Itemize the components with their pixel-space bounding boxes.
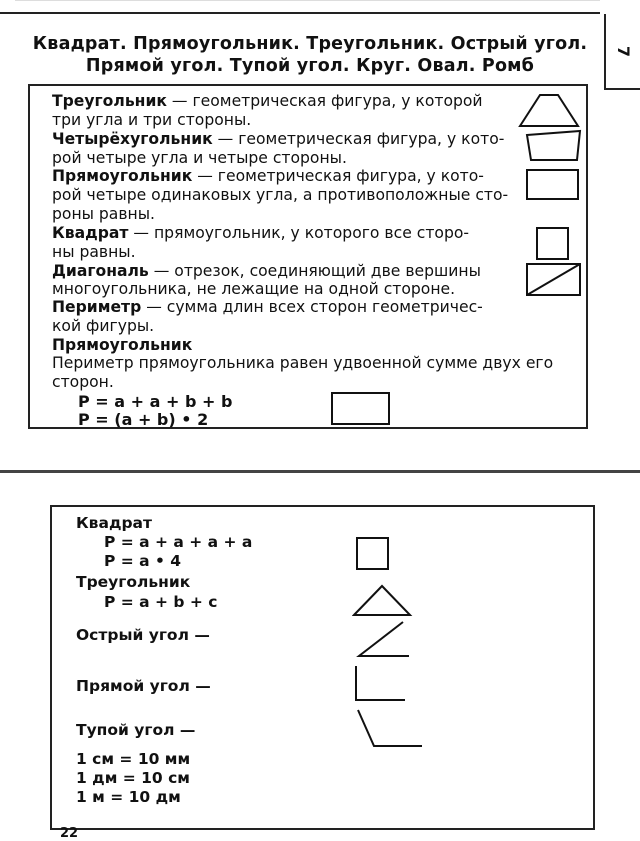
top-faint-rule bbox=[15, 0, 600, 1]
quad-term: Четырёхугольник bbox=[52, 130, 213, 148]
perimeter-text: — сумма длин всех сторон геометричес- bbox=[141, 298, 483, 316]
perimeter-rectangle-shape bbox=[330, 391, 392, 427]
rectangle-shape bbox=[525, 168, 581, 202]
diagonal-text: — отрезок, соединяющий две вершины bbox=[148, 262, 481, 280]
summary-triangle-label: Треугольник bbox=[76, 573, 191, 591]
triangle-term: Треугольник bbox=[52, 92, 167, 110]
perimeter-definition bbox=[52, 298, 483, 317]
diagonal-term: Диагональ bbox=[52, 262, 149, 280]
square-definition-line2: ны равны. bbox=[52, 243, 136, 261]
triangle-definition bbox=[52, 92, 483, 111]
unit-dm-cm: 1 дм = 10 см bbox=[76, 769, 190, 787]
summary-square-formula1: P = a + a + a + a bbox=[104, 533, 253, 551]
square-term: Квадрат bbox=[52, 224, 129, 242]
page-number-fragment: 22 bbox=[60, 826, 79, 841]
triangle-text: — геометрическая фигура, у которой bbox=[166, 92, 483, 110]
rect-perimeter-heading: Прямоугольник bbox=[52, 336, 193, 354]
summary-triangle-formula: P = a + b + c bbox=[104, 593, 218, 611]
perimeter-definition-line2: кой фигуры. bbox=[52, 317, 155, 335]
acute-angle-label: Острый угол — bbox=[76, 626, 210, 644]
rect-formula-sum: P = a + a + b + b bbox=[78, 392, 233, 411]
square-definition bbox=[52, 224, 469, 243]
rect-definition-line2: рой четыре одинаковых угла, а противоположные сто- bbox=[52, 186, 509, 204]
top-rule bbox=[0, 12, 600, 14]
acute-angle-shape bbox=[355, 620, 413, 660]
rect-term: Прямоугольник bbox=[52, 167, 193, 185]
page-title-line1: Квадрат. Прямоугольник. Треугольник. Острый угол. bbox=[32, 34, 588, 54]
rect-text: — геометрическая фигура, у кото- bbox=[192, 167, 484, 185]
summary-square-formula2: P = a • 4 bbox=[104, 552, 182, 570]
rect-perimeter-text-line2: сторон. bbox=[52, 373, 114, 391]
rect-definition bbox=[52, 167, 484, 186]
page-tab bbox=[604, 14, 640, 90]
rect-definition-line3: роны равны. bbox=[52, 205, 156, 223]
perimeter-term: Периметр bbox=[52, 298, 142, 316]
page-tab-number: 7 bbox=[614, 45, 634, 57]
summary-square-shape bbox=[355, 536, 391, 572]
rect-perimeter-text-line1: Периметр прямоугольника равен удвоенной сумме двух его bbox=[52, 354, 554, 372]
right-angle-shape bbox=[353, 664, 409, 704]
diagonal-shape bbox=[525, 262, 583, 298]
diagonal-definition bbox=[52, 262, 481, 281]
square-shape bbox=[535, 226, 571, 262]
obtuse-angle-shape bbox=[356, 708, 426, 750]
quadrilateral-shape bbox=[525, 129, 583, 163]
diagonal-definition-line2: многоугольника, не лежащие на одной стороне. bbox=[52, 280, 456, 298]
unit-cm-mm: 1 см = 10 мм bbox=[76, 750, 191, 768]
rect-formula-product: P = (a + b) • 2 bbox=[78, 410, 209, 429]
unit-m-dm: 1 м = 10 дм bbox=[76, 788, 181, 806]
quad-definition bbox=[52, 130, 504, 149]
obtuse-angle-label: Тупой угол — bbox=[76, 721, 196, 739]
square-text: — прямоугольник, у которого все сторо- bbox=[128, 224, 470, 242]
right-angle-label: Прямой угол — bbox=[76, 677, 211, 695]
page-separator bbox=[0, 470, 640, 473]
page-title-line2: Прямой угол. Тупой угол. Круг. Овал. Ромб bbox=[85, 56, 535, 76]
summary-triangle-shape bbox=[352, 583, 414, 617]
summary-square-label: Квадрат bbox=[76, 514, 152, 532]
quad-text: — геометрическая фигура, у кото- bbox=[212, 130, 505, 148]
quad-definition-line2: рой четыре угла и четыре стороны. bbox=[52, 149, 347, 167]
triangle-definition-line2: три угла и три стороны. bbox=[52, 111, 252, 129]
triangle-shape bbox=[518, 92, 580, 128]
